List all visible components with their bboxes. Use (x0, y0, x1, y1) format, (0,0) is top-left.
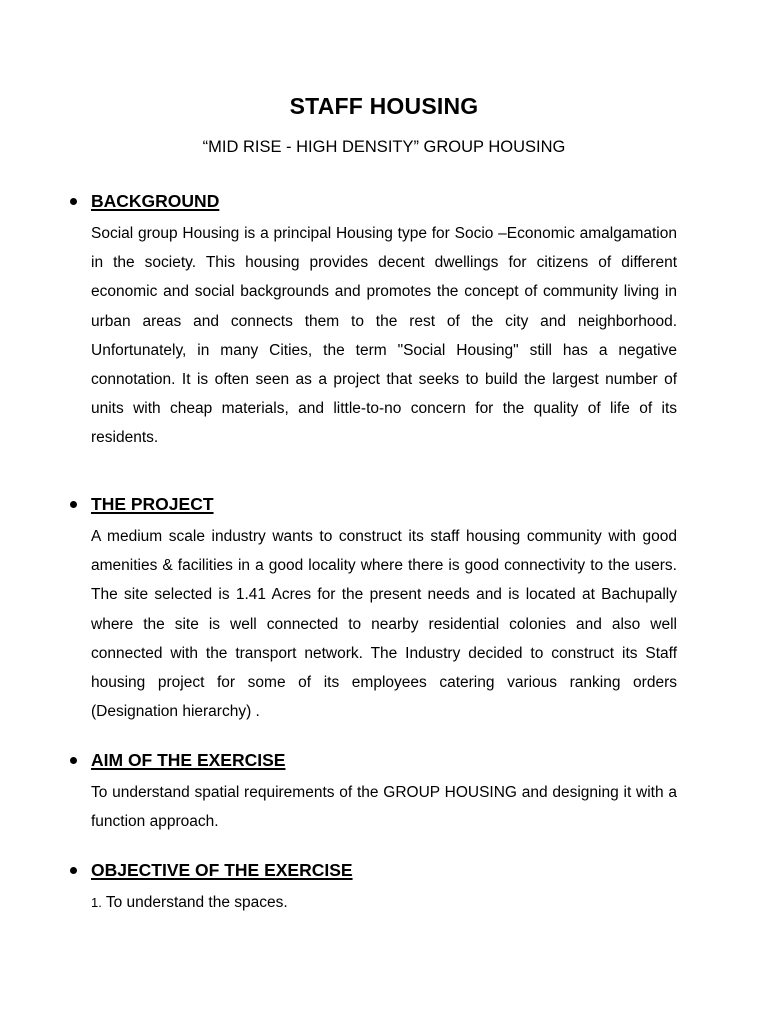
section-heading-objective (67, 859, 353, 881)
aim-paragraph: To understand spatial requirements of the GROUP HOUSING and designing it with a function approach. (91, 784, 677, 831)
page-title: STAFF HOUSING (289, 93, 479, 119)
objective-list-item (91, 888, 677, 917)
section-heading-project (67, 493, 214, 515)
section-heading-aim (67, 749, 285, 771)
bullet-icon (70, 867, 77, 874)
section-heading-text: THE PROJECT (91, 493, 214, 514)
background-paragraph: Social group Housing is a principal Housing type for Socio –Economic amalgamation in the society. This housing provides decent dwellings for citizens of different economic and social backgrounds and promotes the concept of community living in urban areas and connects them to the rest of the city and neighborhood. Unfortunately, in many Cities, the term "Social Housing" still has a negative connotation. It is often seen as a project that seeks to build the largest number of units with cheap materials, and little-to-no concern for the quality of life of its residents. (91, 225, 677, 447)
section-heading-text: BACKGROUND (91, 190, 220, 211)
section-heading-text: AIM OF THE EXERCISE (91, 749, 286, 770)
section-heading-background (67, 190, 219, 212)
bullet-icon (70, 198, 77, 205)
bullet-icon (70, 757, 77, 764)
list-item-number: 1. (91, 895, 102, 910)
project-paragraph: A medium scale industry wants to construct its staff housing community with good amenities & facilities in a good locality where there is good connectivity to the users. The site selected is 1.41 Acres for the present needs and is located at Bachupally where the site is well connected to nearby residential colonies and also well connected with the transport network. The Industry decided to construct its Staff housing project for some of its employees catering various ranking orders (Designation hierarchy) . (91, 528, 677, 721)
bullet-icon (70, 501, 77, 508)
page-subtitle: “MID RISE - HIGH DENSITY” GROUP HOUSING (202, 138, 566, 156)
list-item-text: To understand the spaces. (105, 894, 288, 911)
section-heading-text: OBJECTIVE OF THE EXERCISE (91, 859, 353, 880)
